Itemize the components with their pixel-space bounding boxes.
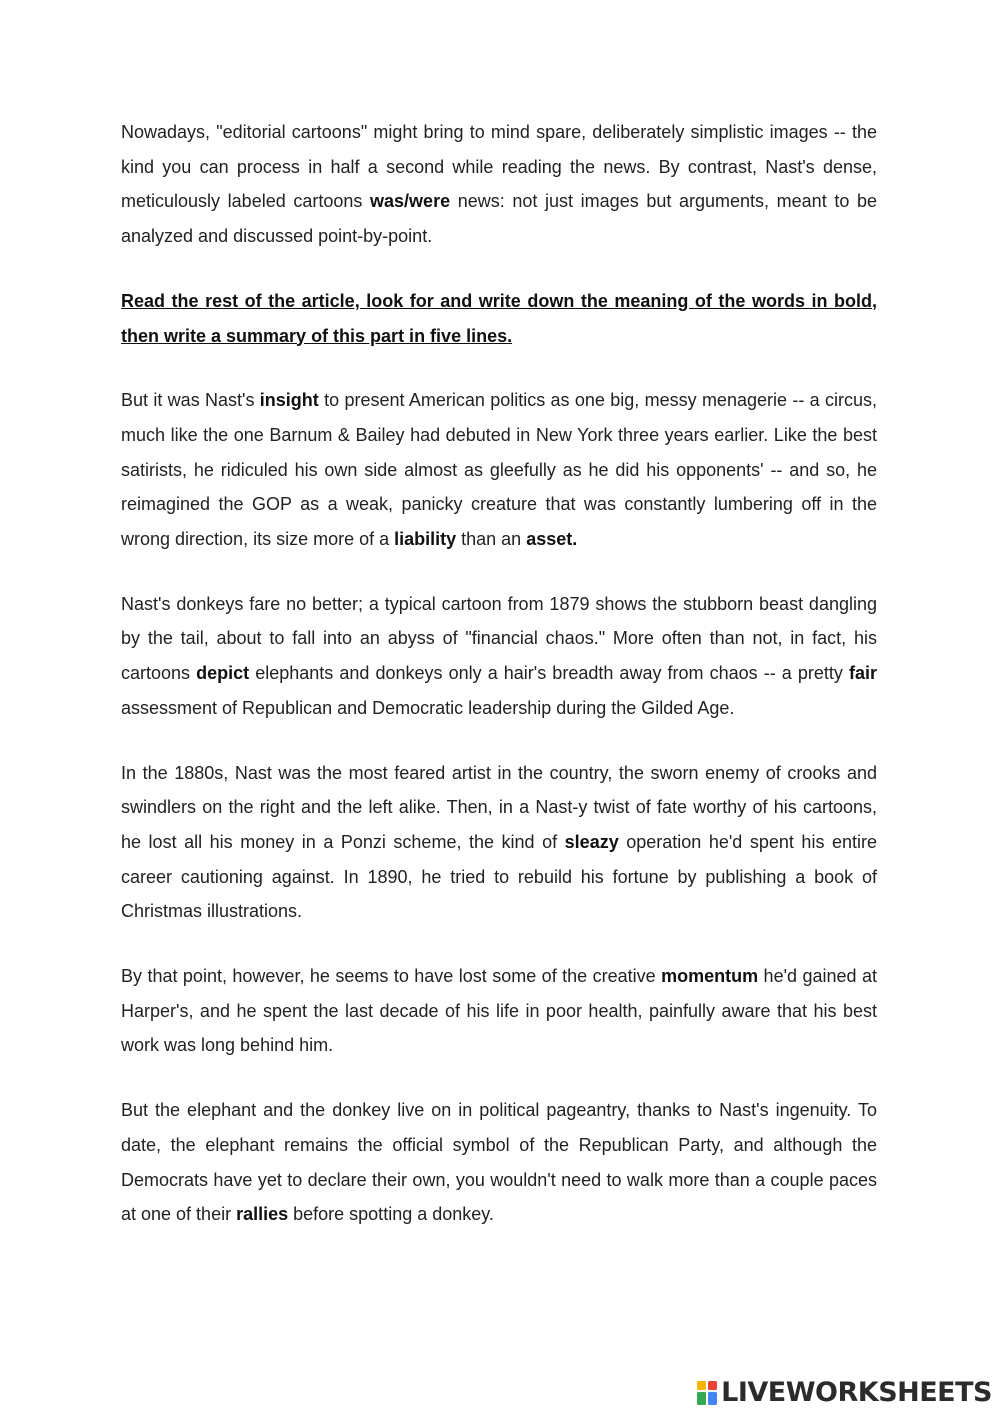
text-segment: than an — [456, 529, 527, 550]
paragraph-6 — [121, 1093, 877, 1232]
worksheet-page — [121, 115, 877, 1232]
text-segment: Nast's donkeys fare no better; a typical cartoon from 1879 shows the stubborn beast dangling by the tail, about to fall into an abyss of "financial chaos." More often than not, in fact, his cartoons — [121, 593, 877, 684]
bold-word-insight: insight — [259, 390, 319, 411]
instruction-heading: Read the rest of the article, look for and write down the meaning of the words in bold, then write a summary of this part in five lines. — [121, 290, 877, 346]
text-segment: he'd gained at Harper's, and he spent the last decade of his life in poor health, painfully aware that his best work was long behind him. — [121, 966, 877, 1056]
paragraph-3 — [121, 587, 877, 726]
logo-square-blue — [708, 1392, 717, 1405]
logo-wordmark: LIVEWORKSHEETS — [721, 1377, 992, 1408]
text-segment: In the 1880s, Nast was the most feared artist in the country, the sworn enemy of crooks and swindlers on the right and the left alike. Then, in a Nast-y twist of fate worthy of his cartoons, he lost all his money in a Ponzi scheme, the kind of — [121, 762, 877, 852]
paragraph-2 — [121, 383, 877, 557]
logo-square-red — [708, 1381, 717, 1390]
bold-word-fair: fair — [848, 663, 877, 684]
text-segment: before spotting a donkey. — [288, 1204, 494, 1225]
paragraph-1 — [121, 115, 877, 254]
bold-word-momentum: momentum — [661, 966, 759, 987]
text-segment: to present American politics as one big, messy menagerie -- a circus, much like the one Barnum & Bailey had debuted in New York three years earlier. Like the best satirists, he ridiculed his own side almost as gleefully as he did his opponents' -- and so, he reimagined the GOP as a weak, panicky creature that was constantly lumbering off in the wrong direction, its size more of a — [121, 390, 877, 550]
bold-word-was-were: was/were — [370, 191, 451, 212]
logo-square-yellow — [697, 1381, 706, 1390]
liveworksheets-logo-icon — [696, 1380, 718, 1406]
text-segment: But it was Nast's — [121, 390, 260, 411]
bold-word-rallies: rallies — [236, 1204, 289, 1225]
bold-word-asset: asset. — [526, 529, 578, 550]
text-segment: Nowadays, "editorial cartoons" might bring to mind spare, deliberately simplistic images -- the kind you can process in half a second while reading the news. By contrast, Nast's dense, meticulously labeled cartoons — [121, 122, 877, 212]
text-segment: elephants and donkeys only a hair's breadth away from chaos -- a pretty — [249, 663, 849, 684]
text-segment: By that point, however, he seems to have lost some of the creative — [121, 966, 662, 987]
liveworksheets-logo — [696, 1378, 992, 1408]
paragraph-4 — [121, 756, 877, 930]
text-segment: assessment of Republican and Democratic leadership during the Gilded Age. — [121, 697, 735, 718]
paragraph-5 — [121, 959, 877, 1063]
text-segment: news: not just images but arguments, meant to be analyzed and discussed point-by-point. — [121, 191, 877, 247]
bold-word-sleazy: sleazy — [564, 831, 619, 852]
bold-word-depict: depict — [196, 663, 250, 684]
bold-word-liability: liability — [394, 529, 457, 550]
text-segment: But the elephant and the donkey live on in political pageantry, thanks to Nast's ingenuity. To date, the elephant remains the official symbol of the Republican Party, and although the Democrats have yet to declare their own, you wouldn't need to walk more than a couple paces at one of their — [121, 1100, 877, 1225]
text-segment: operation he'd spent his entire career cautioning against. In 1890, he tried to rebuild his fortune by publishing a book of Christmas illustrations. — [121, 831, 878, 922]
logo-square-green — [697, 1392, 706, 1405]
